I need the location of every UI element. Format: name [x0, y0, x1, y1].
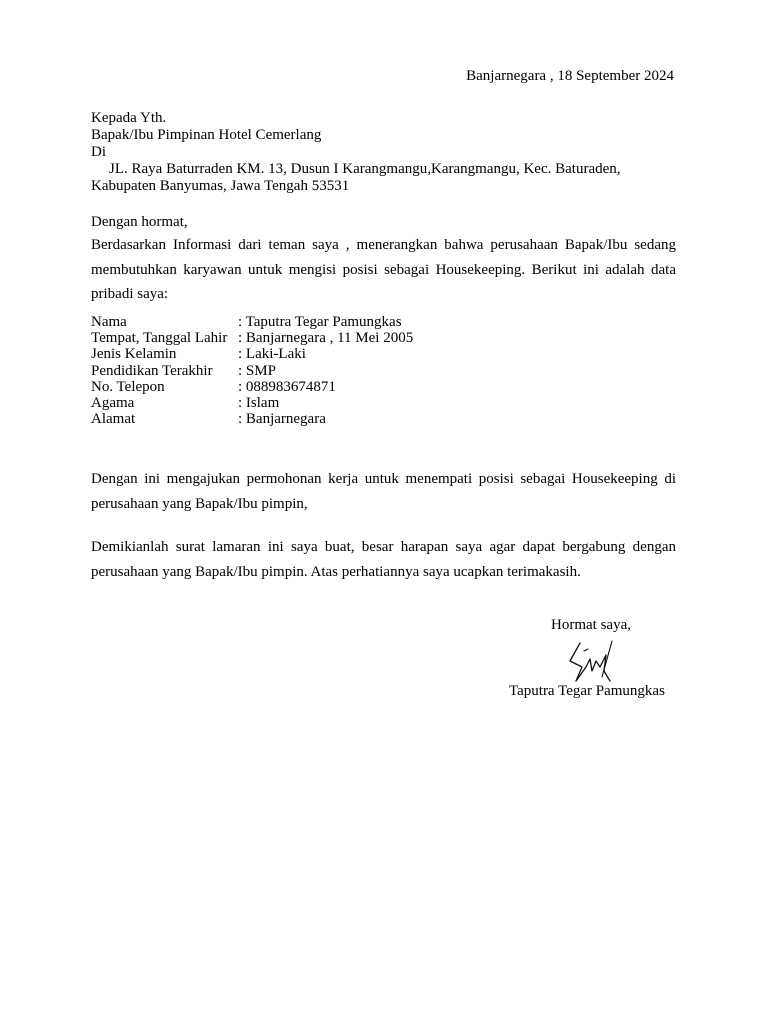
recipient-di: Di — [91, 144, 106, 160]
personal-data-label: No. Telepon — [91, 378, 165, 395]
personal-data-row — [91, 411, 413, 427]
personal-data-value: : Islam — [238, 395, 280, 412]
personal-data-row — [91, 330, 413, 346]
personal-data-row — [91, 346, 413, 362]
recipient-block — [91, 110, 621, 195]
closing-paragraph: Demikianlah surat lamaran ini saya buat, besar harapan saya agar dapat bergabung dengan perusahaan yang Bapak/Ibu pimpin. Atas perhatiannya saya ucapkan terimakasih. — [91, 539, 676, 580]
personal-data-row — [91, 395, 413, 411]
personal-data-label: Alamat — [91, 411, 136, 428]
opening-salutation: Dengan hormat, — [91, 214, 188, 230]
place-date: Banjarnegara , 18 September 2024 — [466, 68, 674, 84]
personal-data-value: : SMP — [238, 362, 276, 379]
recipient-greeting: Kepada Yth. — [91, 110, 167, 126]
recipient-address-line1: JL. Raya Baturraden KM. 13, Dusun I Karangmangu,Karangmangu, Kec. Baturaden, — [109, 161, 621, 177]
recipient-name: Bapak/Ibu Pimpinan Hotel Cemerlang — [91, 127, 322, 143]
personal-data-label: Pendidikan Terakhir — [91, 362, 213, 379]
intro-paragraph: Berdasarkan Informasi dari teman saya , menerangkan bahwa perusahaan Bapak/Ibu sedang membutuhkan karyawan untuk mengisi posisi sebagai Housekeeping. Berikut ini adalah data pribadi saya: — [91, 237, 676, 302]
personal-data-value: : 088983674871 — [238, 378, 336, 395]
personal-data-value: : Banjarnegara — [238, 411, 326, 428]
application-paragraph: Dengan ini mengajukan permohonan kerja untuk menempati posisi sebagai Housekeeping di perusahaan yang Bapak/Ibu pimpin, — [91, 471, 676, 512]
personal-data-table — [91, 314, 413, 427]
personal-data-value: : Taputra Tegar Pamungkas — [238, 314, 402, 330]
personal-data-row — [91, 314, 413, 330]
personal-data-value: : Laki-Laki — [238, 346, 306, 363]
signer-name: Taputra Tegar Pamungkas — [509, 683, 665, 699]
handwritten-signature-icon — [566, 637, 620, 685]
personal-data-row — [91, 363, 413, 379]
personal-data-row — [91, 379, 413, 395]
personal-data-label: Tempat, Tanggal Lahir — [91, 330, 228, 347]
personal-data-value: : Banjarnegara , 11 Mei 2005 — [238, 330, 414, 347]
personal-data-label: Jenis Kelamin — [91, 346, 177, 363]
recipient-address-line2: Kabupaten Banyumas, Jawa Tengah 53531 — [91, 178, 350, 194]
personal-data-label: Nama — [91, 314, 127, 330]
personal-data-label: Agama — [91, 395, 135, 412]
closing-phrase: Hormat saya, — [551, 617, 631, 633]
